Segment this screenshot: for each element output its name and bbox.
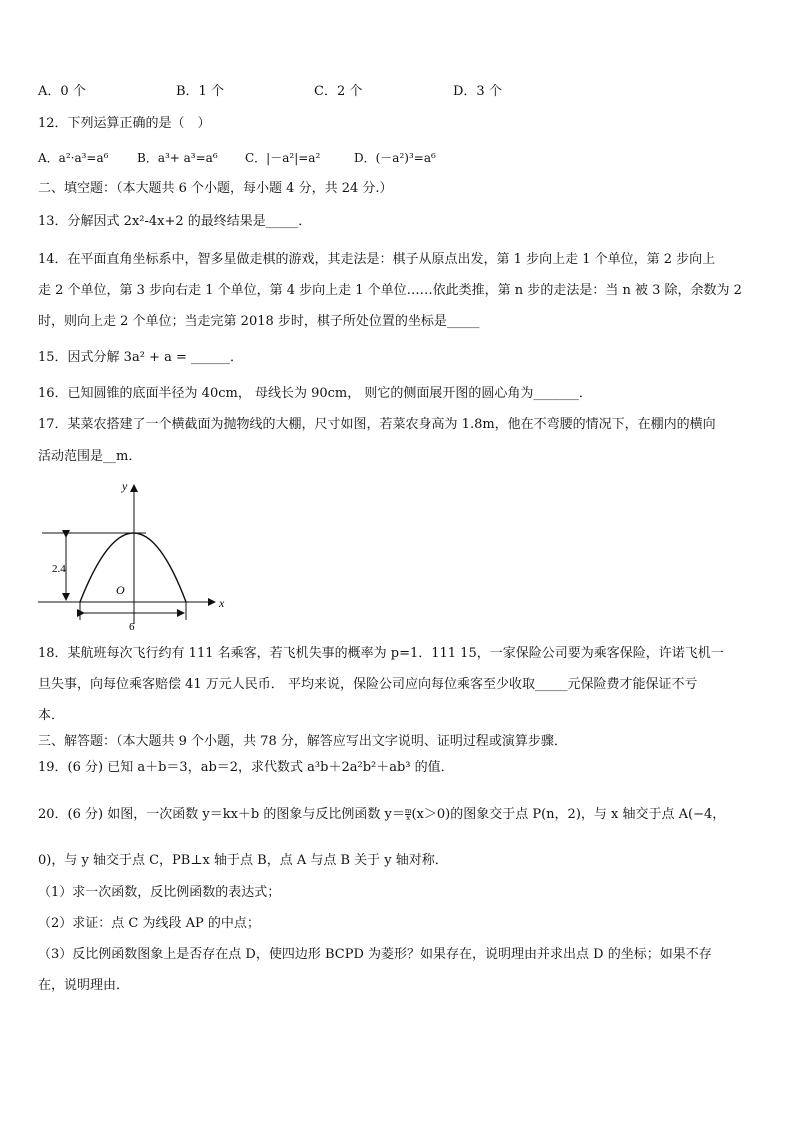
q14-line-2: 走 2 个单位，第 3 步向右走 1 个单位，第 4 步向上走 1 个单位……依此类推，第 n 步的走法是：当 n 被 3 除，余数为 2: [38, 283, 742, 298]
q20-line-2: 0)，与 y 轴交于点 C，PB⊥x 轴于点 B，点 A 与点 B 关于 y 轴对称．: [38, 853, 448, 868]
parabola-curve: [80, 533, 186, 602]
q12-option-b: B．a³+ a³=a⁶: [137, 151, 218, 165]
section-solve-heading: 三、解答题：（本大题共 9 个小题，共 78 分，解答应写出文字说明、证明过程或演算步骤．: [38, 734, 567, 749]
width-label: 6: [129, 621, 135, 633]
q17-line-1: 17．某菜农搭建了一个横截面为抛物线的大棚，尺寸如图，若菜农身高为 1.8m，他在不弯腰的情况下，在棚内的横向: [38, 417, 716, 432]
q20-part-2: （2）求证：点 C 为线段 AP 的中点；: [38, 916, 260, 931]
x-axis-label: x: [219, 596, 225, 610]
q13-text: 13．分解因式 2x²-4x+2 的最终结果是_____．: [38, 214, 312, 229]
q17-line-2: 活动范围是__m．: [38, 449, 142, 464]
q12-option-d: D．(－a²)³=a⁶: [354, 151, 436, 165]
q20-part-1: （1）求一次函数，反比例函数的表达式；: [38, 885, 281, 900]
q18-line-2: 旦失事，向每位乘客赔偿 41 万元人民币． 平均来说，保险公司应向每位乘客至少收取_____元保险费才能保证不亏: [38, 677, 698, 692]
q18-line-3: 本．: [38, 708, 65, 723]
origin-label: O: [116, 583, 125, 597]
q18-line-1: 18．某航班每次飞行约有 111 名乘客，若飞机失事的概率为 p=1．111 15，一家保险公司要为乘客保险，许诺飞机一: [38, 646, 724, 661]
q12-stem: 12．下列运算正确的是（ ）: [38, 116, 211, 131]
q11-option-b: B．1 个: [176, 84, 224, 99]
q12-option-c: C．|－a²|=a²: [245, 151, 321, 165]
fraction-m-over-x: $\frac{m}{x}$: [404, 807, 412, 822]
section-fill-in-heading: 二、填空题：（本大题共 6 个小题，每小题 4 分，共 24 分.）: [38, 181, 393, 196]
q20-line-1-start: 20．(6 分) 如图，一次函数 y＝kx＋b 的图象与反比例函数 y＝: [38, 807, 405, 822]
q15-text: 15．因式分解 3a² + a = ______．: [38, 350, 243, 365]
parabola-figure: [36, 474, 236, 634]
q11-option-c: C．2 个: [314, 84, 363, 99]
q20-part-3-line-1: （3）反比例函数图象上是否存在点 D，使四边形 BCPD 为菱形？如果存在，说明理由并求出点 D 的坐标；如果不存: [38, 947, 712, 962]
q20-line-1-end: (x＞0)的图象交于点 P(n，2)，与 x 轴交于点 A(−4，: [411, 807, 726, 822]
height-label: 2.4: [52, 563, 66, 575]
q14-line-3: 时，则向上走 2 个单位；当走完第 2018 步时，棋子所处位置的坐标是_____: [38, 314, 480, 329]
q19-text: 19．(6 分) 已知 a＋b＝3，ab＝2，求代数式 a³b＋2a²b²＋ab³ 的值．: [38, 760, 454, 775]
q16-text: 16．已知圆锥的底面半径为 40cm， 母线长为 90cm， 则它的侧面展开图的圆心角为_______．: [38, 386, 592, 401]
q12-option-a: A．a²·a³=a⁶: [38, 151, 109, 165]
y-axis-label: y: [122, 479, 128, 493]
q11-option-a: A．0 个: [38, 84, 86, 99]
q11-option-d: D．3 个: [453, 84, 502, 99]
q20-part-3-line-2: 在，说明理由．: [38, 978, 130, 993]
q14-line-1: 14．在平面直角坐标系中，智多星做走棋的游戏，其走法是：棋子从原点出发，第 1 步向上走 1 个单位，第 2 步向上: [38, 252, 716, 267]
q20-line-1: [38, 806, 725, 824]
